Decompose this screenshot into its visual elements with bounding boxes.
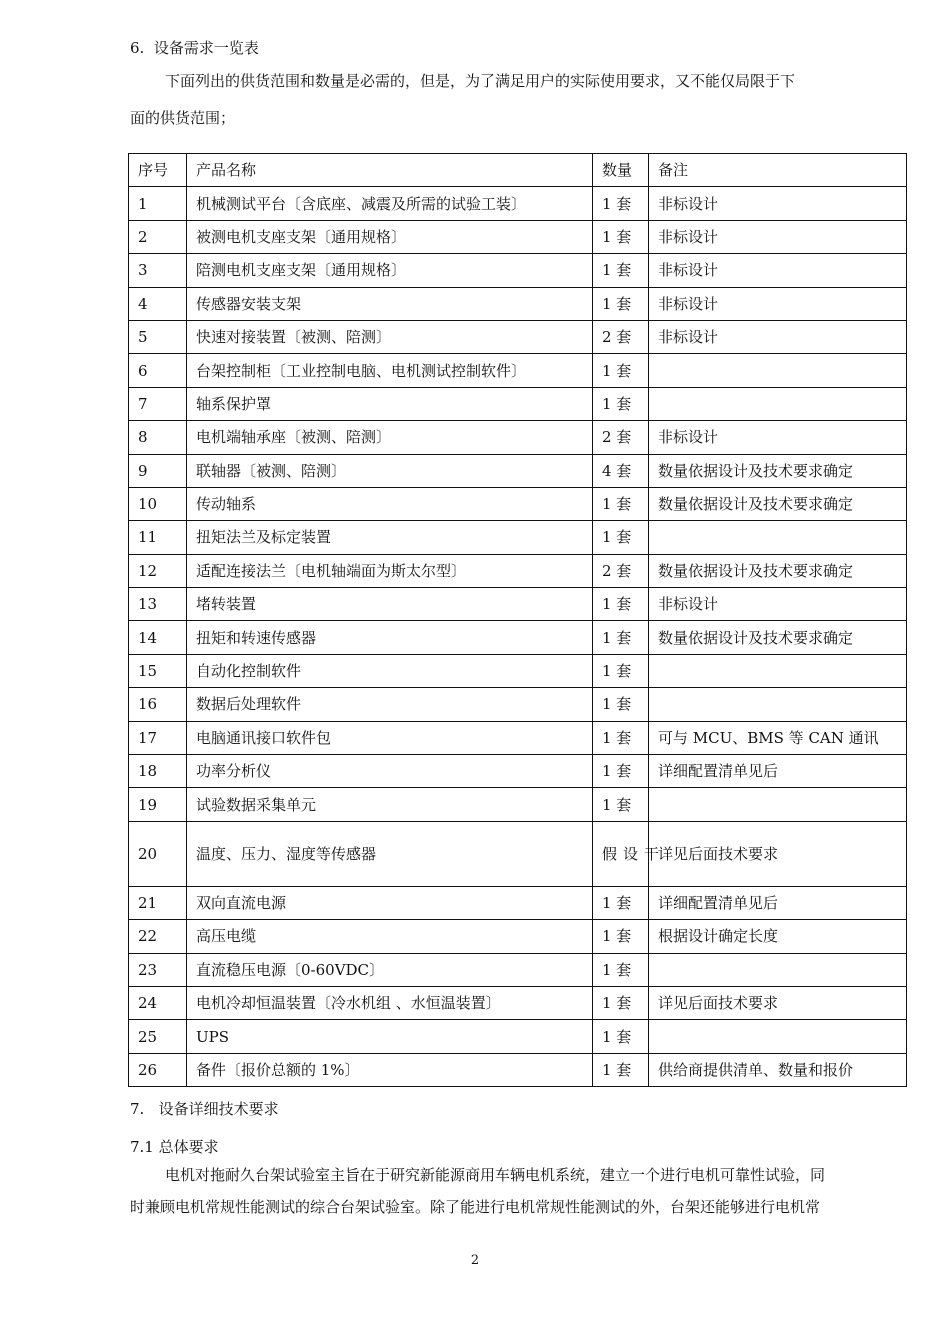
section-7-title: 设备详细技术要求 bbox=[158, 1100, 279, 1118]
row-no-cell: 19 bbox=[129, 788, 187, 821]
row-no-cell: 5 bbox=[129, 320, 187, 353]
table-row bbox=[129, 654, 907, 687]
row-no-cell: 26 bbox=[129, 1053, 187, 1086]
row-no-cell: 11 bbox=[129, 521, 187, 554]
header-no: 序号 bbox=[129, 154, 187, 187]
row-name-cell: UPS bbox=[187, 1020, 593, 1053]
row-note-cell bbox=[649, 387, 907, 420]
row-qty-cell: 1 套 bbox=[593, 1053, 649, 1086]
section-6-number: 6. bbox=[130, 39, 145, 57]
row-no-cell: 2 bbox=[129, 220, 187, 253]
row-no-cell: 15 bbox=[129, 654, 187, 687]
row-name-cell: 双向直流电源 bbox=[187, 886, 593, 919]
row-no-cell: 16 bbox=[129, 688, 187, 721]
row-name-cell: 轴系保护罩 bbox=[187, 387, 593, 420]
row-name-cell: 功率分析仪 bbox=[187, 755, 593, 788]
row-qty-cell: 1 套 bbox=[593, 588, 649, 621]
table-row bbox=[129, 254, 907, 287]
table-row bbox=[129, 1053, 907, 1086]
row-no-cell: 23 bbox=[129, 953, 187, 986]
row-no-cell: 7 bbox=[129, 387, 187, 420]
intro-line-2: 面的供货范围； bbox=[130, 109, 236, 127]
row-qty-cell: 2 套 bbox=[593, 554, 649, 587]
row-no-cell: 25 bbox=[129, 1020, 187, 1053]
section-7-number: 7. bbox=[130, 1100, 145, 1118]
row-no-cell: 6 bbox=[129, 354, 187, 387]
table-row bbox=[129, 521, 907, 554]
row-name-cell: 试验数据采集单元 bbox=[187, 788, 593, 821]
row-name-cell: 扭矩和转速传感器 bbox=[187, 621, 593, 654]
row-qty-cell: 2 套 bbox=[593, 421, 649, 454]
equipment-table-body bbox=[129, 154, 907, 1087]
table-row bbox=[129, 688, 907, 721]
row-note-cell: 非标设计 bbox=[649, 220, 907, 253]
row-qty-cell: 4 套 bbox=[593, 454, 649, 487]
row-name-cell: 堵转装置 bbox=[187, 588, 593, 621]
row-qty-cell: 1 套 bbox=[593, 1020, 649, 1053]
row-name-cell: 联轴器〔被测、陪测〕 bbox=[187, 454, 593, 487]
table-row bbox=[129, 986, 907, 1019]
table-row bbox=[129, 621, 907, 654]
table-row bbox=[129, 287, 907, 320]
row-note-cell: 数量依据设计及技术要求确定 bbox=[649, 454, 907, 487]
row-note-cell bbox=[649, 688, 907, 721]
row-note-cell: 详见后面技术要求 bbox=[649, 821, 907, 886]
row-qty-cell: 1 套 bbox=[593, 721, 649, 754]
row-no-cell: 22 bbox=[129, 920, 187, 953]
row-qty-cell: 1 套 bbox=[593, 220, 649, 253]
row-name-cell: 台架控制柜〔工业控制电脑、电机测试控制软件〕 bbox=[187, 354, 593, 387]
table-row bbox=[129, 454, 907, 487]
row-note-cell: 详细配置清单见后 bbox=[649, 886, 907, 919]
header-name: 产品名称 bbox=[187, 154, 593, 187]
row-no-cell: 20 bbox=[129, 821, 187, 886]
row-name-cell: 备件〔报价总额的 1%〕 bbox=[187, 1053, 593, 1086]
row-note-cell bbox=[649, 953, 907, 986]
row-no-cell: 17 bbox=[129, 721, 187, 754]
row-note-cell: 数量依据设计及技术要求确定 bbox=[649, 487, 907, 520]
row-qty-cell: 1 套 bbox=[593, 788, 649, 821]
row-note-cell: 数量依据设计及技术要求确定 bbox=[649, 621, 907, 654]
row-qty-cell: 1 套 bbox=[593, 953, 649, 986]
row-note-cell: 详见后面技术要求 bbox=[649, 986, 907, 1019]
row-name-cell: 机械测试平台〔含底座、减震及所需的试验工装〕 bbox=[187, 187, 593, 220]
row-name-cell: 电机冷却恒温装置〔冷水机组 、水恒温装置〕 bbox=[187, 986, 593, 1019]
row-name-cell: 快速对接装置〔被测、陪测〕 bbox=[187, 320, 593, 353]
row-no-cell: 1 bbox=[129, 187, 187, 220]
row-note-cell: 详细配置清单见后 bbox=[649, 755, 907, 788]
table-row bbox=[129, 554, 907, 587]
row-note-cell: 非标设计 bbox=[649, 187, 907, 220]
row-name-cell: 自动化控制软件 bbox=[187, 654, 593, 687]
row-note-cell bbox=[649, 354, 907, 387]
table-row bbox=[129, 320, 907, 353]
paragraph-line-2: 时兼顾电机常规性能测试的综合台架试验室。除了能进行电机常规性能测试的外，台架还能够进行电机常 bbox=[130, 1198, 821, 1216]
row-note-cell: 供给商提供清单、数量和报价 bbox=[649, 1053, 907, 1086]
row-qty-cell: 1 套 bbox=[593, 487, 649, 520]
row-note-cell: 非标设计 bbox=[649, 421, 907, 454]
row-qty-cell: 1 套 bbox=[593, 254, 649, 287]
table-row bbox=[129, 788, 907, 821]
table-row bbox=[129, 953, 907, 986]
section-7-heading bbox=[130, 1099, 279, 1119]
row-qty-cell: 1 套 bbox=[593, 621, 649, 654]
row-name-cell: 被测电机支座支架〔通用规格〕 bbox=[187, 220, 593, 253]
table-row bbox=[129, 1020, 907, 1053]
row-note-cell: 非标设计 bbox=[649, 588, 907, 621]
table-row bbox=[129, 886, 907, 919]
section-7-1-heading bbox=[130, 1137, 219, 1157]
section-7-1-number: 7.1 bbox=[130, 1138, 154, 1156]
row-qty-cell: 1 套 bbox=[593, 654, 649, 687]
row-qty-cell: 1 套 bbox=[593, 886, 649, 919]
row-no-cell: 3 bbox=[129, 254, 187, 287]
page-number: 2 bbox=[470, 1253, 480, 1268]
equipment-table bbox=[128, 153, 907, 1087]
row-qty-cell: 1 套 bbox=[593, 521, 649, 554]
row-qty-cell: 1 套 bbox=[593, 755, 649, 788]
row-name-cell: 陪测电机支座支架〔通用规格〕 bbox=[187, 254, 593, 287]
row-qty-cell: 1 套 bbox=[593, 287, 649, 320]
row-note-cell: 非标设计 bbox=[649, 287, 907, 320]
row-name-cell: 数据后处理软件 bbox=[187, 688, 593, 721]
row-no-cell: 14 bbox=[129, 621, 187, 654]
table-row bbox=[129, 755, 907, 788]
table-row bbox=[129, 187, 907, 220]
row-no-cell: 24 bbox=[129, 986, 187, 1019]
row-no-cell: 10 bbox=[129, 487, 187, 520]
row-qty-cell: 1 套 bbox=[593, 387, 649, 420]
table-row bbox=[129, 354, 907, 387]
row-note-cell: 数量依据设计及技术要求确定 bbox=[649, 554, 907, 587]
table-row bbox=[129, 421, 907, 454]
section-6-title: 设备需求一览表 bbox=[153, 39, 259, 57]
row-qty-cell: 假设干 bbox=[593, 821, 649, 886]
table-row bbox=[129, 220, 907, 253]
row-no-cell: 13 bbox=[129, 588, 187, 621]
paragraph-line-1: 电机对拖耐久台架试验室主旨在于研究新能源商用车辆电机系统，建立一个进行电机可靠性试验，同 bbox=[165, 1166, 826, 1184]
row-note-cell: 可与 MCU、BMS 等 CAN 通讯 bbox=[649, 721, 907, 754]
table-row bbox=[129, 487, 907, 520]
row-qty-cell: 1 套 bbox=[593, 354, 649, 387]
row-qty-cell: 2 套 bbox=[593, 320, 649, 353]
section-6-heading bbox=[130, 38, 259, 58]
row-name-cell: 传动轴系 bbox=[187, 487, 593, 520]
row-name-cell: 电机端轴承座〔被测、陪测〕 bbox=[187, 421, 593, 454]
row-no-cell: 8 bbox=[129, 421, 187, 454]
row-note-cell: 非标设计 bbox=[649, 254, 907, 287]
row-note-cell: 根据设计确定长度 bbox=[649, 920, 907, 953]
row-name-cell: 电脑通讯接口软件包 bbox=[187, 721, 593, 754]
row-name-cell: 传感器安装支架 bbox=[187, 287, 593, 320]
row-name-cell: 直流稳压电源〔0-60VDC〕 bbox=[187, 953, 593, 986]
header-qty: 数量 bbox=[593, 154, 649, 187]
row-no-cell: 18 bbox=[129, 755, 187, 788]
row-qty-cell: 1 套 bbox=[593, 920, 649, 953]
row-name-cell: 温度、压力、湿度等传感器 bbox=[187, 821, 593, 886]
row-qty-cell: 1 套 bbox=[593, 986, 649, 1019]
row-name-cell: 适配连接法兰〔电机轴端面为斯太尔型〕 bbox=[187, 554, 593, 587]
header-note: 备注 bbox=[649, 154, 907, 187]
row-note-cell bbox=[649, 654, 907, 687]
table-row bbox=[129, 821, 907, 886]
row-note-cell bbox=[649, 521, 907, 554]
row-name-cell: 扭矩法兰及标定装置 bbox=[187, 521, 593, 554]
row-note-cell: 非标设计 bbox=[649, 320, 907, 353]
row-no-cell: 12 bbox=[129, 554, 187, 587]
table-row bbox=[129, 721, 907, 754]
table-header-row bbox=[129, 154, 907, 187]
section-7-1-title: 总体要求 bbox=[158, 1138, 219, 1156]
row-no-cell: 4 bbox=[129, 287, 187, 320]
row-note-cell bbox=[649, 788, 907, 821]
row-no-cell: 9 bbox=[129, 454, 187, 487]
row-qty-cell: 1 套 bbox=[593, 688, 649, 721]
table-row bbox=[129, 588, 907, 621]
row-name-cell: 高压电缆 bbox=[187, 920, 593, 953]
row-note-cell bbox=[649, 1020, 907, 1053]
row-qty-cell: 1 套 bbox=[593, 187, 649, 220]
row-no-cell: 21 bbox=[129, 886, 187, 919]
intro-line-1: 下面列出的供货范围和数量是必需的，但是，为了满足用户的实际使用要求，又不能仅局限于下 bbox=[165, 72, 796, 90]
table-row bbox=[129, 920, 907, 953]
table-row bbox=[129, 387, 907, 420]
